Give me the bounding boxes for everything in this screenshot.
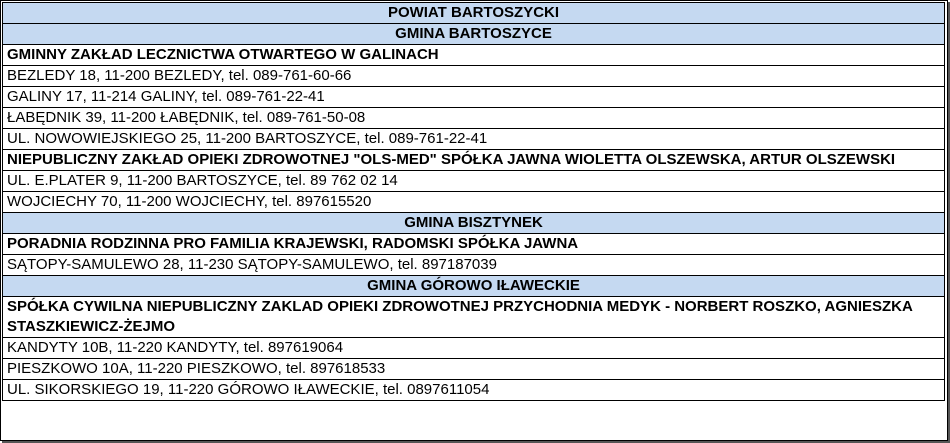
gmina-header[interactable]: GMINA BARTOSZYCE bbox=[3, 24, 945, 45]
clinic-table bbox=[2, 2, 945, 401]
clinic-row bbox=[3, 297, 945, 338]
address-row bbox=[3, 192, 945, 213]
clinic-address[interactable]: GALINY 17, 11-214 GALINY, tel. 089-761-22-41 bbox=[3, 87, 945, 108]
clinic-address[interactable]: SĄTOPY-SAMULEWO 28, 11-230 SĄTOPY-SAMULEWO, tel. 897187039 bbox=[3, 255, 945, 276]
clinic-address[interactable]: UL. E.PLATER 9, 11-200 BARTOSZYCE, tel. 89 762 02 14 bbox=[3, 171, 945, 192]
clinic-name[interactable]: GMINNY ZAKŁAD LECZNICTWA OTWARTEGO W GALINACH bbox=[3, 45, 945, 66]
address-row bbox=[3, 255, 945, 276]
gmina-row bbox=[3, 213, 945, 234]
gmina-row bbox=[3, 24, 945, 45]
clinic-address[interactable]: ŁABĘDNIK 39, 11-200 ŁABĘDNIK, tel. 089-761-50-08 bbox=[3, 108, 945, 129]
address-row bbox=[3, 129, 945, 150]
clinic-address[interactable]: BEZLEDY 18, 11-200 BEZLEDY, tel. 089-761-60-66 bbox=[3, 66, 945, 87]
address-row bbox=[3, 338, 945, 359]
clinic-row bbox=[3, 234, 945, 255]
clinic-address[interactable]: UL. SIKORSKIEGO 19, 11-220 GÓROWO IŁAWECKIE, tel. 0897611054 bbox=[3, 380, 945, 401]
clinic-name[interactable]: SPÓŁKA CYWILNA NIEPUBLICZNY ZAKLAD OPIEKI ZDROWOTNEJ PRZYCHODNIA MEDYK - NORBERT ROSZKO, AGNIESZKA STASZKIEWICZ-ŻEJMO bbox=[3, 297, 945, 338]
address-row bbox=[3, 66, 945, 87]
address-row bbox=[3, 380, 945, 401]
address-row bbox=[3, 171, 945, 192]
powiat-header[interactable]: POWIAT BARTOSZYCKI bbox=[3, 3, 945, 24]
clinic-address[interactable]: WOJCIECHY 70, 11-200 WOJCIECHY, tel. 897615520 bbox=[3, 192, 945, 213]
clinic-address[interactable]: PIESZKOWO 10A, 11-220 PIESZKOWO, tel. 897618533 bbox=[3, 359, 945, 380]
gmina-header[interactable]: GMINA BISZTYNEK bbox=[3, 213, 945, 234]
powiat-row bbox=[3, 3, 945, 24]
gmina-row bbox=[3, 276, 945, 297]
clinic-address[interactable]: KANDYTY 10B, 11-220 KANDYTY, tel. 897619064 bbox=[3, 338, 945, 359]
address-row bbox=[3, 108, 945, 129]
clinic-address[interactable]: UL. NOWOWIEJSKIEGO 25, 11-200 BARTOSZYCE, tel. 089-761-22-41 bbox=[3, 129, 945, 150]
clinic-row bbox=[3, 150, 945, 171]
clinic-row bbox=[3, 45, 945, 66]
gmina-header[interactable]: GMINA GÓROWO IŁAWECKIE bbox=[3, 276, 945, 297]
clinic-name[interactable]: NIEPUBLICZNY ZAKŁAD OPIEKI ZDROWOTNEJ "OLS-MED" SPÓŁKA JAWNA WIOLETTA OLSZEWSKA, ARTUR OLSZEWSKI bbox=[3, 150, 945, 171]
address-row bbox=[3, 87, 945, 108]
address-row bbox=[3, 359, 945, 380]
clinic-name[interactable]: PORADNIA RODZINNA PRO FAMILIA KRAJEWSKI, RADOMSKI SPÓŁKA JAWNA bbox=[3, 234, 945, 255]
